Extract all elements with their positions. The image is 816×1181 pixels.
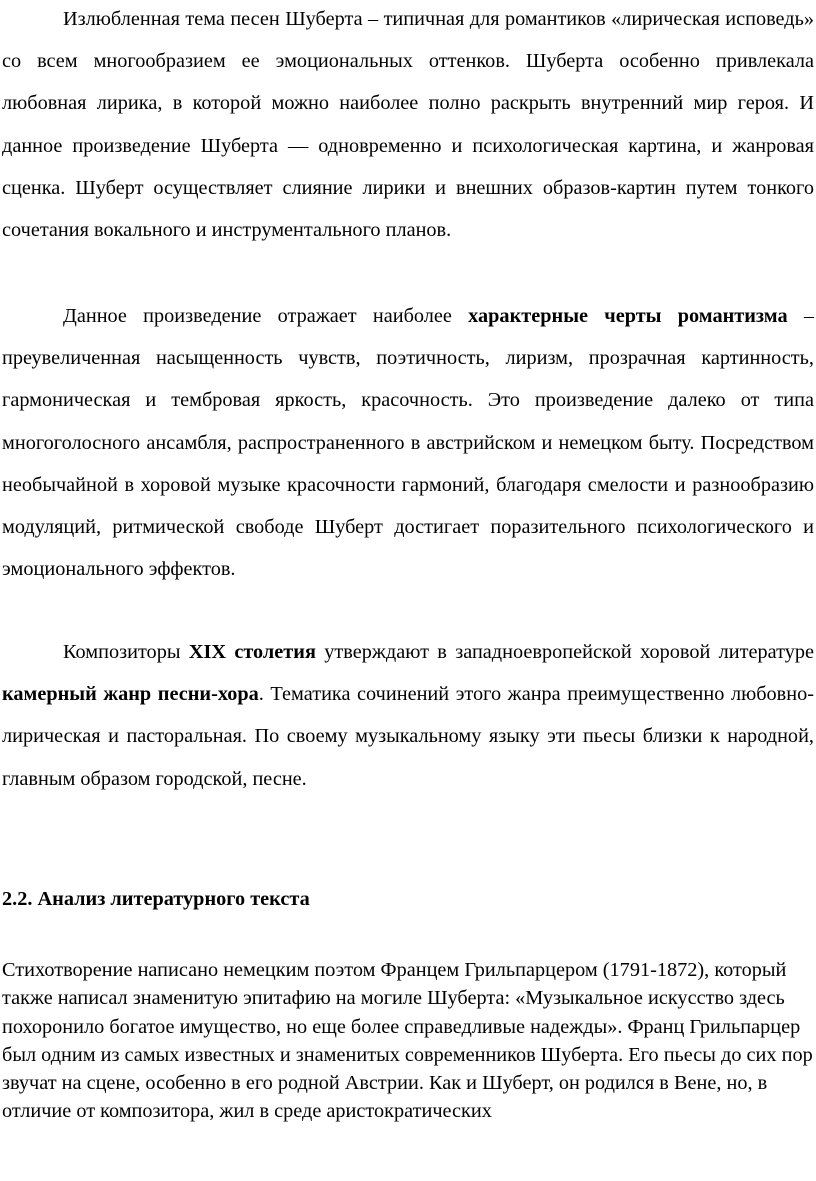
paragraph-text-middle: утверждают в западноевропейской хоровой литературе bbox=[315, 641, 815, 663]
paragraph-lyrical-confession bbox=[2, 0, 814, 251]
paragraph-text: Стихотворение написано немецким поэтом Францем Грильпарцером (1791-1872), который также написал знаменитую эпитафию на могиле Шуберта: «Музыкальное искусство здесь похоронило богатое имущество, но еще более справедливые надежды». Франц Грильпарцер был одним из самых известных и знаменитых современников Шуберта. Его пьесы до сих пор звучат на сцене, особенно в его родной Австрии. Как и Шуберт, он родился в Вене, но, в отличие от композитора, жил в среде аристократических bbox=[2, 959, 813, 1123]
section-heading: 2.2. Анализ литературного текста bbox=[2, 888, 310, 910]
bold-term-genre: камерный жанр песни-хора bbox=[2, 683, 259, 706]
paragraph-grillparzer bbox=[2, 956, 814, 1126]
paragraph-chamber-genre bbox=[2, 631, 814, 800]
paragraph-text-after: . Тематика сочинений этого жанра преимущественно любовно-лирическая и пасторальная. По своему музыкальному языку эти пьесы близки к народной, главным образом городской, песне. bbox=[2, 683, 815, 790]
bold-term-romanticism: характерные черты романтизма bbox=[468, 305, 788, 327]
paragraph-text: Излюбленная тема песен Шуберта – типичная для романтиков «лирическая исповедь» со всем многообразием ее эмоциональных оттенков. Шуберта особенно привлекала любовная лирика, в которой можно наиболее полно раскрыть внутренний мир героя. И данное произведение Шуберта — одновременно и психологическая картина, и жанровая сценка. Шуберт осуществляет слияние лирики и внешних образов-картин путем тонкого сочетания вокального и инструментального планов. bbox=[2, 8, 814, 242]
paragraph-romanticism-traits bbox=[2, 295, 814, 590]
paragraph-text-before: Данное произведение отражает наиболее bbox=[63, 305, 469, 327]
paragraph-text-after: – преувеличенная насыщенность чувств, поэтичность, лиризм, прозрачная картинность, гармоническая и тембровая яркость, красочность. Это произведение далеко от типа многоголосного ансамбля, распространенного в австрийском и немецком быту. Посредством необычайной в хоровой музыке красочности гармоний, благодаря смелости и разнообразию модуляций, ритмической свободе Шуберт достигает поразительного психологического и эмоционального эффектов. bbox=[2, 305, 815, 581]
paragraph-text-before: Композиторы bbox=[63, 641, 189, 663]
bold-term-century: XIX столетия bbox=[188, 641, 316, 663]
